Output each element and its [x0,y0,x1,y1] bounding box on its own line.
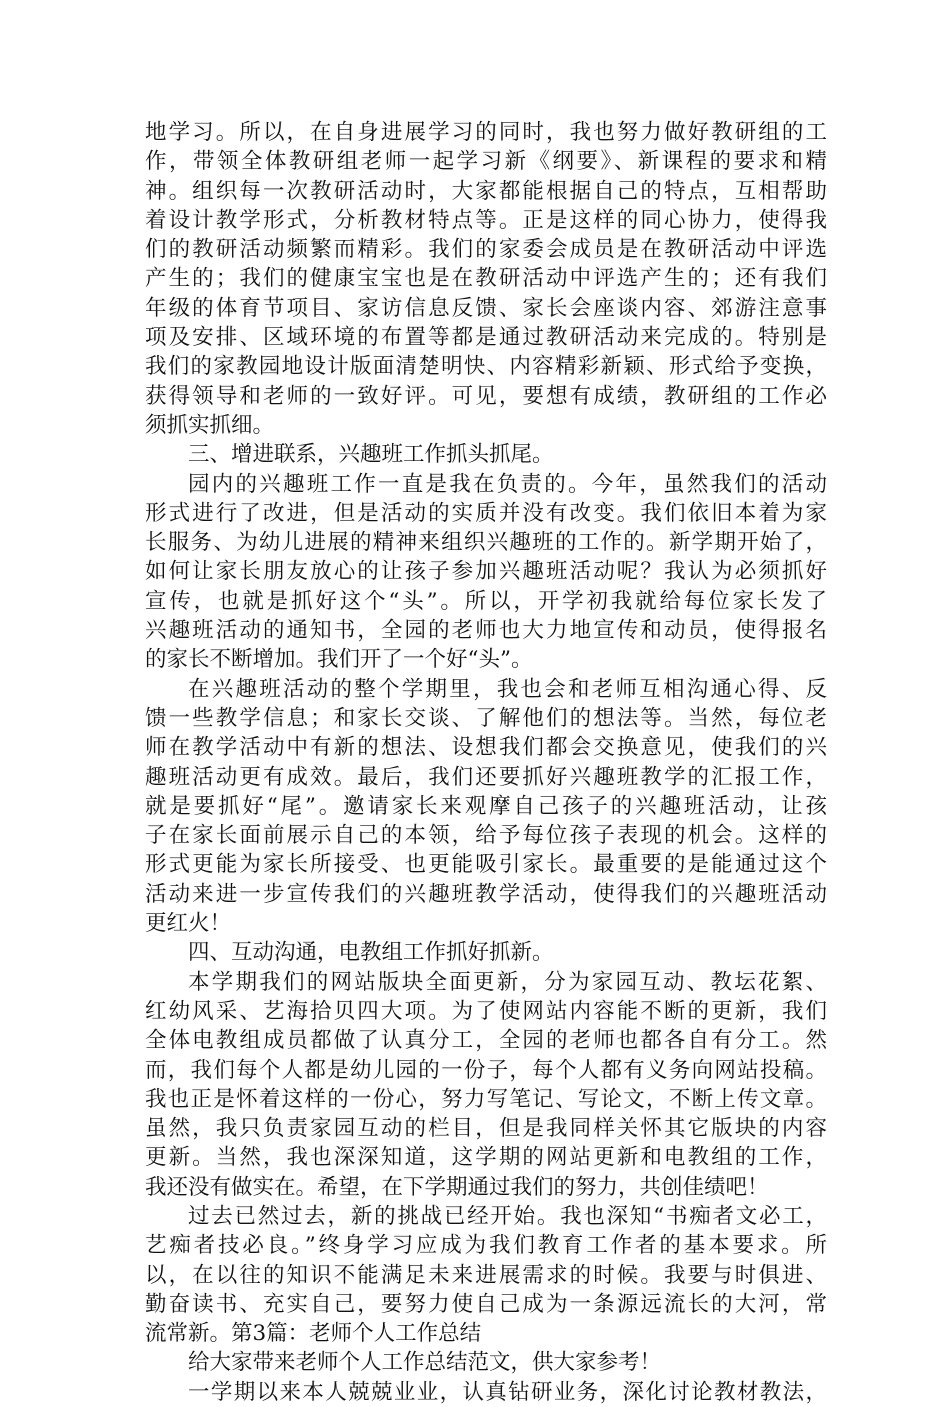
text-line: 活动来进一步宣传我们的兴趣班教学活动，使得我们的兴趣班活动 [145,881,827,907]
text-line: 们的教研活动频繁而精彩。我们的家委会成员是在教研活动中评选 [145,237,827,263]
text-line: 地学习。所以，在自身进展学习的同时，我也努力做好教研组的工 [145,120,827,145]
text-line: 宣传，也就是抓好这个“头”。所以，开学初我就给每位家长发了 [145,588,827,614]
text-line: 形式进行了改进，但是活动的实质并没有改变。我们依旧本着为家 [145,500,827,526]
text-line: 过去已然过去，新的挑战已经开始。我也深知“书痴者文必工， [188,1203,827,1229]
text-line: 四、互动沟通，电教组工作抓好抓新。 [188,940,554,966]
text-line: 形式更能为家长所接受、也更能吸引家长。最重要的是能通过这个 [145,852,827,878]
text-line: 趣班活动更有成效。最后，我们还要抓好兴趣班教学的汇报工作， [145,764,827,790]
text-line: 兴趣班活动的通知书，全园的老师也大力地宣传和动员，使得报名 [145,618,827,644]
text-line: 三、增进联系，兴趣班工作抓头抓尾。 [188,442,554,468]
text-line: 我们的家教园地设计版面清楚明快、内容精彩新颖、形式给予变换， [145,354,827,380]
text-line: 神。组织每一次教研活动时，大家都能根据自己的特点，互相帮助 [145,178,827,204]
text-line: 如何让家长朋友放心的让孩子参加兴趣班活动呢？我认为必须抓好 [145,559,827,585]
text-line: 师在教学活动中有新的想法、设想我们都会交换意见，使我们的兴 [145,735,827,761]
text-line: 我还没有做实在。希望，在下学期通过我们的努力，共创佳绩吧！ [145,1174,769,1200]
text-line: 更新。当然，我也深深知道，这学期的网站更新和电教组的工作， [145,1145,827,1171]
text-line: 虽然，我只负责家园互动的栏目，但是我同样关怀其它版块的内容 [145,1116,827,1142]
text-line: 园内的兴趣班工作一直是我在负责的。今年，虽然我们的活动 [188,471,827,497]
text-line: 须抓实抓细。 [145,412,275,438]
text-line: 红幼风采、艺海拾贝四大项。为了使网站内容能不断的更新，我们 [145,998,827,1024]
text-line: 项及安排、区域环境的布置等都是通过教研活动来完成的。特别是 [145,325,827,351]
text-line: 本学期我们的网站版块全面更新，分为家园互动、教坛花絮、 [188,969,827,995]
text-line: 勤奋读书、充实自己，要努力使自己成为一条源远流长的大河，常 [145,1291,827,1317]
text-line: 在兴趣班活动的整个学期里，我也会和老师互相沟通心得、反 [188,676,827,702]
text-line: 给大家带来老师个人工作总结范文，供大家参考！ [188,1350,662,1376]
text-line: 子在家长面前展示自己的本领，给予每位孩子表现的机会。这样的 [145,823,827,849]
text-line: 我也正是怀着这样的一份心，努力写笔记、写论文，不断上传文章。 [145,1086,827,1112]
text-line: 以，在以往的知识不能满足未来进展需求的时候。我要与时俱进、 [145,1262,827,1288]
text-line: 获得领导和老师的一致好评。可见，要想有成绩，教研组的工作必 [145,383,827,409]
text-line: 艺痴者技必良。”终身学习应成为我们教育工作者的基本要求。所 [145,1233,827,1259]
text-line: 产生的；我们的健康宝宝也是在教研活动中评选产生的；还有我们 [145,266,827,292]
text-line: 就是要抓好“尾”。邀请家长来观摩自己孩子的兴趣班活动，让孩 [145,793,827,819]
text-line: 一学期以来本人兢兢业业，认真钻研业务，深化讨论教材教法， [188,1379,827,1405]
text-line: 更红火！ [145,911,232,937]
text-line: 长服务、为幼儿进展的精神来组织兴趣班的工作的。新学期开始了， [145,530,827,556]
text-line: 馈一些教学信息；和家长交谈、了解他们的想法等。当然，每位老 [145,705,827,731]
text-line: 而，我们每个人都是幼儿园的一份子，每个人都有义务向网站投稿。 [145,1057,827,1083]
text-line: 着设计教学形式，分析教材特点等。正是这样的同心协力，使得我 [145,207,827,233]
text-line: 流常新。第3篇：老师个人工作总结 [145,1321,482,1347]
text-line: 的家长不断增加。我们开了一个好“头”。 [145,647,533,673]
text-line: 作，带领全体教研组老师一起学习新《纲要》、新课程的要求和精 [145,149,827,175]
document-body [145,118,827,1407]
text-line: 年级的体育节项目、家访信息反馈、家长会座谈内容、郊游注意事 [145,295,827,321]
text-line: 全体电教组成员都做了认真分工，全园的老师也都各自有分工。然 [145,1028,827,1054]
